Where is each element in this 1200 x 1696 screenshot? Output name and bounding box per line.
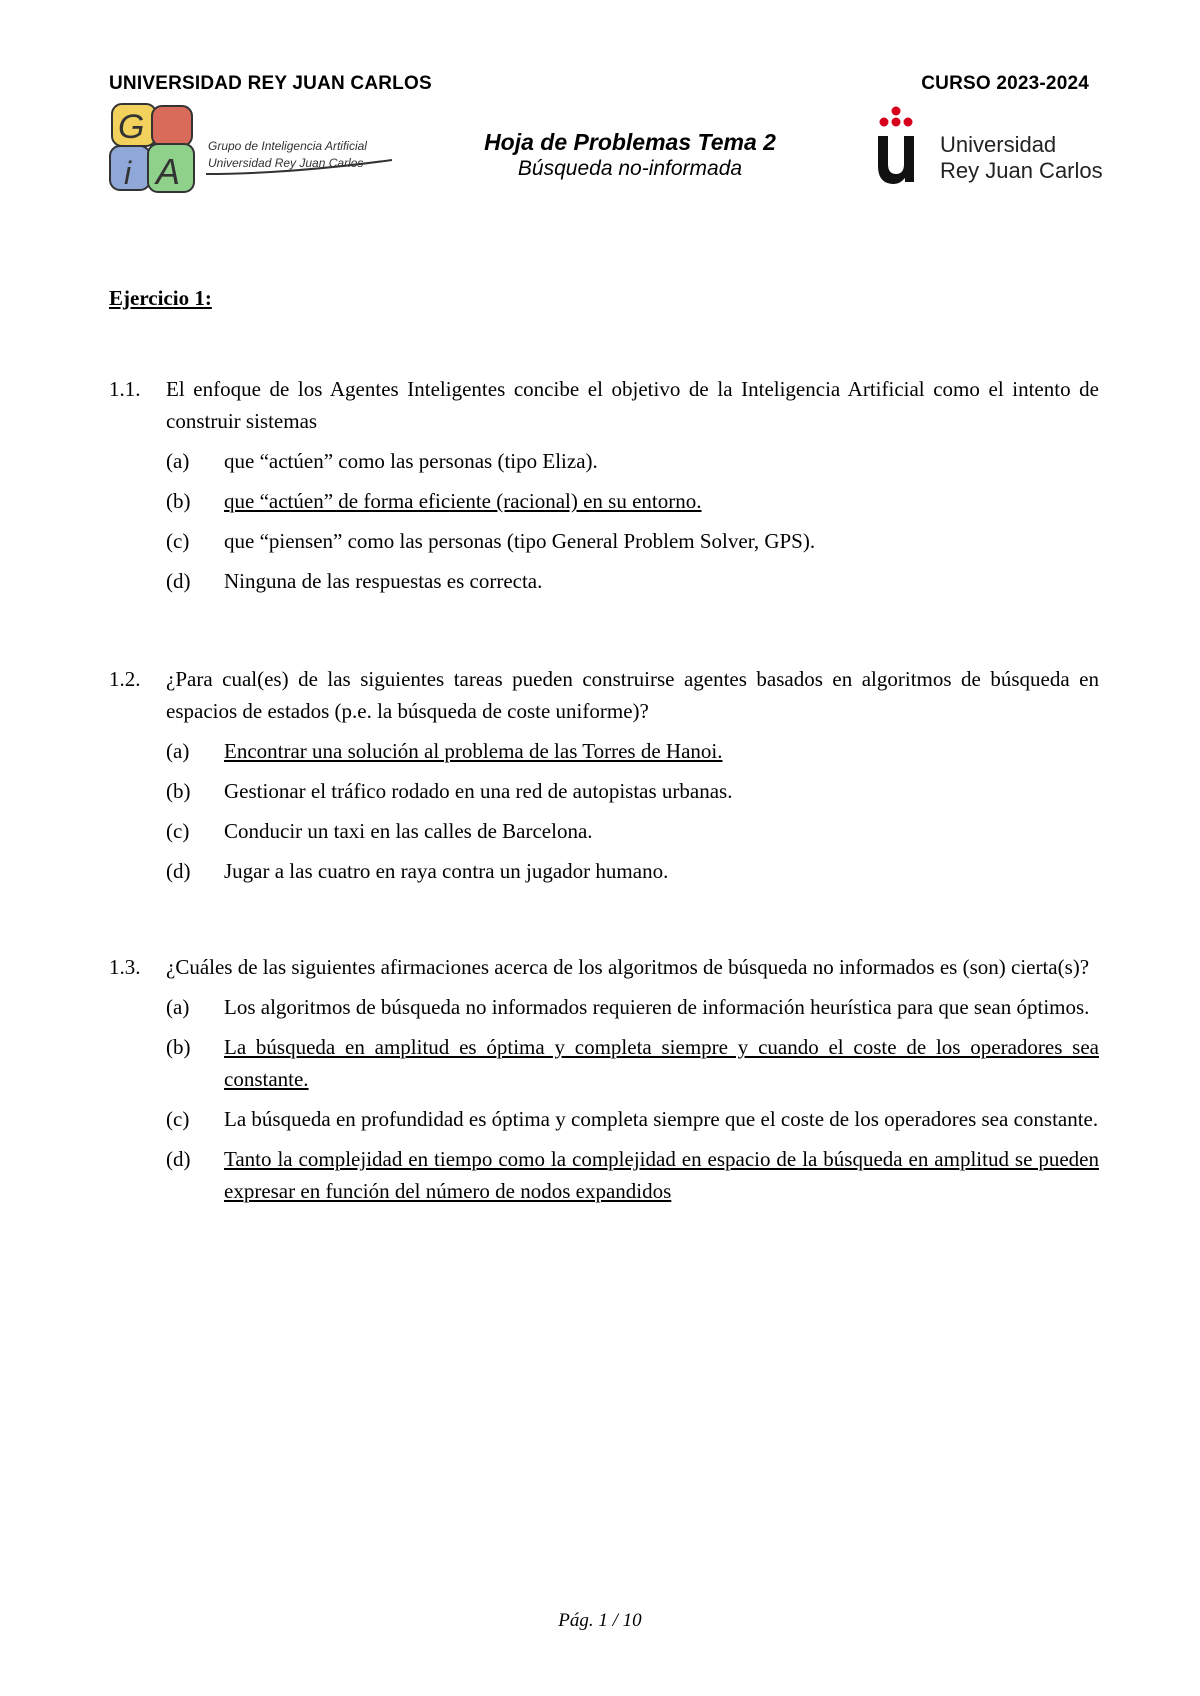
option-text: Ninguna de las respuestas es correcta.: [224, 569, 543, 593]
option-d: [166, 855, 1099, 887]
title-subtitle: Búsqueda no-informada: [517, 157, 743, 180]
option-d: [166, 1143, 1099, 1207]
question-1-1: [109, 373, 1099, 597]
urjc-logo: [874, 102, 1104, 192]
gia-letter-i: i: [124, 155, 132, 191]
option-label: (c): [166, 1107, 190, 1131]
option-a: [166, 445, 1099, 477]
option-text-correct: [224, 1031, 1099, 1095]
underlined-answer: Encontrar una solución al problema de las Torres de Hanoi.: [224, 739, 723, 763]
question-1-3: [109, 951, 1099, 1207]
urjc-logo-line1: Universidad: [940, 132, 1057, 157]
option-text: Los algoritmos de búsqueda no informados requieren de información heurística para que sean óptimos.: [224, 995, 1090, 1019]
gia-logo-line1: Grupo de Inteligencia Artificial: [208, 139, 367, 153]
page-number: Pág. 1 / 10: [558, 1610, 642, 1631]
urjc-logo-line2: Rey Juan Carlos: [940, 158, 1103, 183]
gia-logo-mark-icon: [108, 100, 208, 200]
option-label: (b): [166, 489, 191, 513]
course-header: CURSO 2023-2024: [921, 73, 1089, 94]
option-a: [166, 991, 1099, 1023]
option-text: Conducir un taxi en las calles de Barcelona.: [224, 819, 593, 843]
gia-logo-line2: Universidad Rey Juan Carlos: [208, 156, 364, 170]
question-text: El enfoque de los Agentes Inteligentes concibe el objetivo de la Inteligencia Artificial como el intento de construir sistemas: [166, 377, 1099, 433]
university-header: UNIVERSIDAD REY JUAN CARLOS: [109, 73, 432, 94]
option-label: (a): [166, 739, 190, 763]
option-text: La búsqueda en profundidad es óptima y completa siempre que el coste de los operadores sea constante.: [224, 1107, 1099, 1131]
option-label: (d): [166, 859, 191, 883]
question-number: 1.3.: [109, 955, 141, 979]
document-title: [430, 128, 830, 182]
option-a: [166, 735, 1099, 767]
option-b: [166, 1031, 1099, 1095]
option-text-correct: [224, 735, 1099, 767]
option-label: (d): [166, 1147, 191, 1171]
question-text: ¿Cuáles de las siguientes afirmaciones acerca de los algoritmos de búsqueda no informados es (son) cierta(s)?: [166, 955, 1090, 979]
underlined-answer: que “actúen” de forma eficiente (racional) en su entorno.: [224, 489, 702, 513]
option-text-correct: [224, 1143, 1099, 1207]
option-text: que “piensen” como las personas (tipo General Problem Solver, GPS).: [224, 529, 816, 553]
underlined-answer: La búsqueda en amplitud es óptima y completa siempre y cuando el coste de los operadores sea constante.: [224, 1035, 1099, 1091]
option-label: (a): [166, 449, 190, 473]
option-label: (c): [166, 529, 190, 553]
option-text-correct: [224, 485, 1099, 517]
question-number: 1.2.: [109, 667, 141, 691]
option-c: [166, 525, 1099, 557]
option-b: [166, 775, 1099, 807]
option-label: (d): [166, 569, 191, 593]
option-d: [166, 565, 1099, 597]
option-label: (b): [166, 779, 191, 803]
option-label: (a): [166, 995, 190, 1019]
option-text: Gestionar el tráfico rodado en una red de autopistas urbanas.: [224, 779, 733, 803]
option-text: Jugar a las cuatro en raya contra un jugador humano.: [224, 859, 669, 883]
gia-logo: [108, 100, 398, 200]
option-text: que “actúen” como las personas (tipo Eliza).: [224, 449, 598, 473]
title-main: Hoja de Problemas Tema 2: [484, 129, 776, 155]
option-label: (b): [166, 1035, 191, 1059]
question-number: 1.1.: [109, 377, 141, 401]
option-c: [166, 1103, 1099, 1135]
urjc-u-icon: [874, 102, 934, 192]
gia-letter-a: A: [156, 151, 181, 192]
exercise-title: Ejercicio 1:: [109, 286, 212, 310]
option-c: [166, 815, 1099, 847]
underlined-answer: Tanto la complejidad en tiempo como la complejidad en espacio de la búsqueda en amplitud se pueden expresar en función del número de nodos expandidos: [224, 1147, 1099, 1203]
question-text: ¿Para cual(es) de las siguientes tareas pueden construirse agentes basados en algoritmos de búsqueda en espacios de estados (p.e. la búsqueda de coste uniforme)?: [166, 667, 1099, 723]
question-1-2: [109, 663, 1099, 887]
option-b: [166, 485, 1099, 517]
gia-letter-g: G: [118, 108, 145, 146]
option-label: (c): [166, 819, 190, 843]
